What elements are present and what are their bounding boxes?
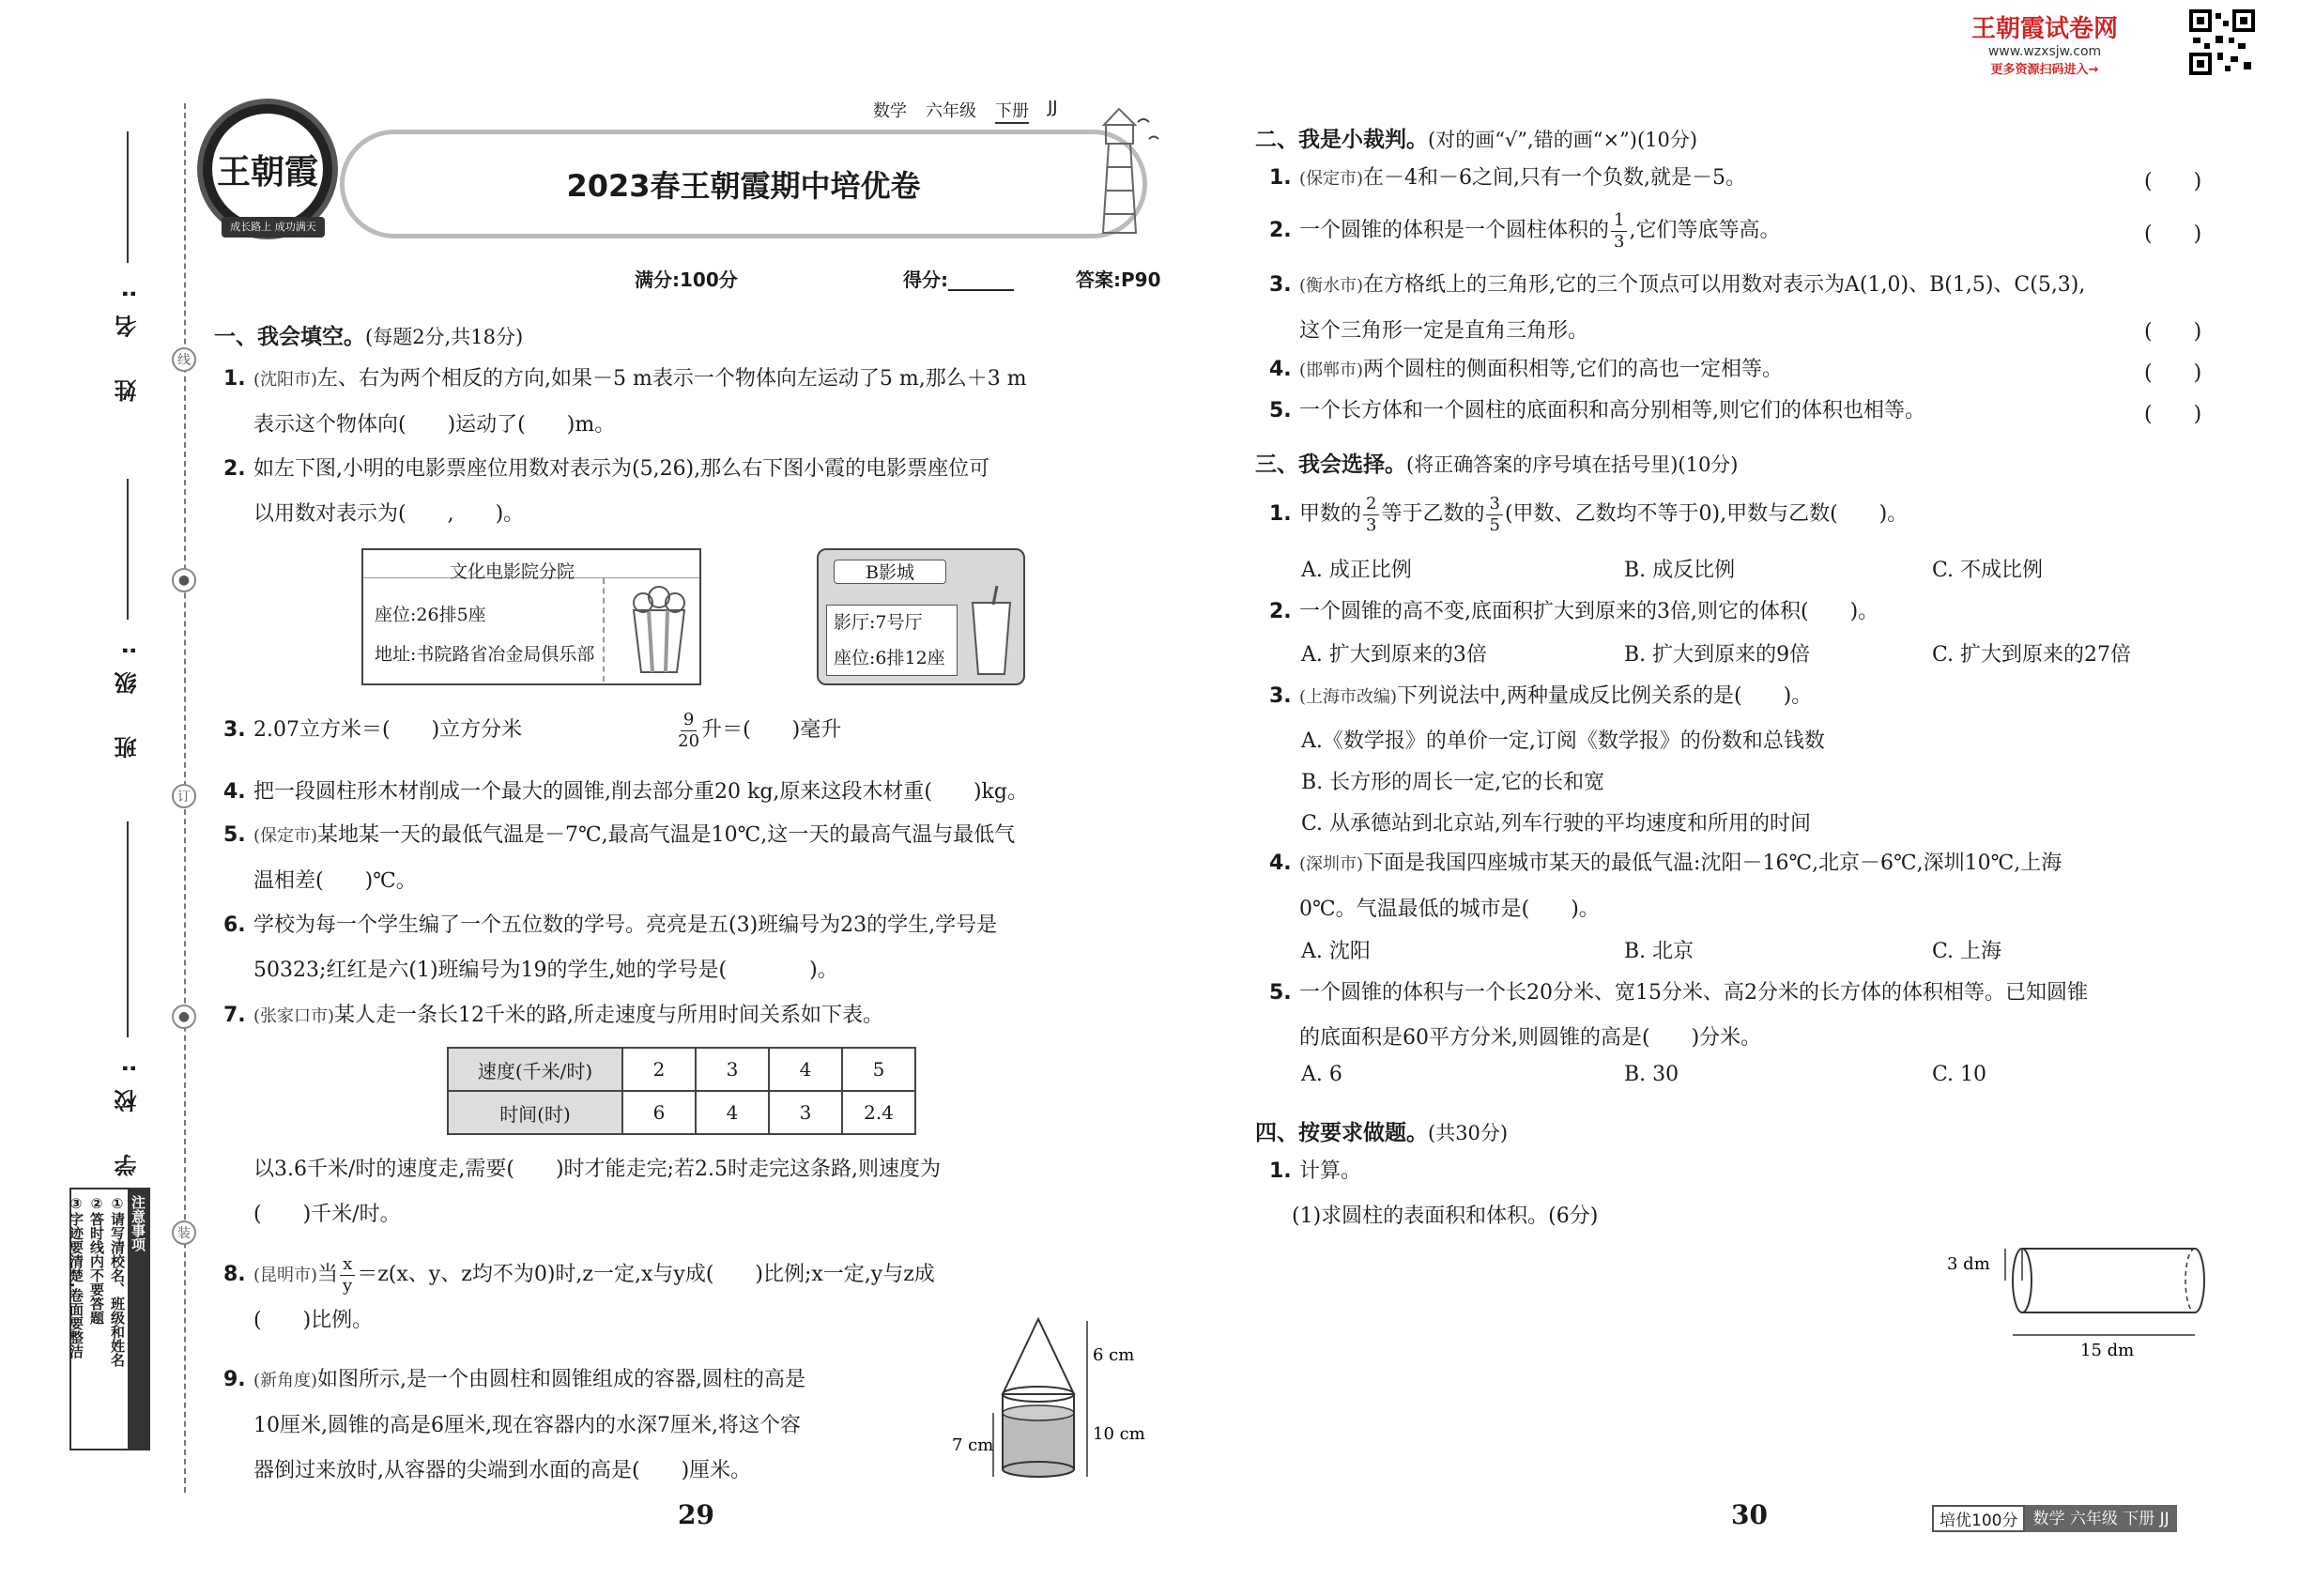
question-1-9 bbox=[223, 1358, 974, 1494]
table-cell: 6 bbox=[622, 1091, 696, 1134]
question-1-7-cont bbox=[223, 1147, 1181, 1237]
option-a[interactable]: A. 6 bbox=[1301, 1063, 1342, 1086]
denominator: 20 bbox=[678, 730, 700, 751]
question-source: (衡水市) bbox=[1299, 276, 1364, 296]
question-text: 当 bbox=[317, 1263, 339, 1286]
question-source: (张家口市) bbox=[253, 1006, 335, 1026]
ticket-cinema: 文化电影院分院 bbox=[450, 561, 575, 582]
section-heading: 三、我会选择。 bbox=[1255, 453, 1406, 477]
question-text: 0℃。气温最低的城市是( )。 bbox=[1299, 898, 1600, 921]
numerator: 2 bbox=[1363, 494, 1379, 515]
table-cell: 4 bbox=[769, 1048, 842, 1091]
option-a[interactable]: A. 扩大到原来的3倍 bbox=[1301, 643, 1487, 667]
ticket-hall: 影厅:7号厅 bbox=[834, 612, 923, 633]
option-a[interactable]: A. 成正比例 bbox=[1301, 559, 1412, 582]
question-number: 1. bbox=[223, 367, 246, 391]
question-3-2 bbox=[1269, 590, 2170, 635]
fraction bbox=[1611, 210, 1627, 253]
question-number: 2. bbox=[1269, 600, 1292, 623]
question-number: 3. bbox=[1269, 684, 1292, 708]
question-source: (邯郸市) bbox=[1299, 361, 1364, 380]
brand-header bbox=[1971, 9, 2118, 77]
option-b[interactable]: B. 北京 bbox=[1624, 940, 1694, 963]
fig-label-diameter: 3 dm bbox=[1947, 1254, 1990, 1274]
sub-question: (1)求圆柱的表面积和体积。(6分) bbox=[1292, 1205, 1599, 1228]
page-number-right: 30 bbox=[1731, 1499, 1768, 1530]
section4-title bbox=[1255, 1115, 1508, 1146]
question-text: 升＝( )毫升 bbox=[701, 718, 842, 742]
cylinder-figure bbox=[1940, 1237, 2212, 1359]
brand-name: 王朝霞试卷网 bbox=[1971, 15, 2119, 43]
question-2-1 bbox=[1269, 156, 2170, 202]
question-number: 7. bbox=[223, 1004, 246, 1027]
page-title: 2023春王朝霞期中培优卷 bbox=[566, 168, 921, 204]
section2-title bbox=[1255, 122, 1697, 153]
question-text: 一个圆锥的体积与一个长20分米、宽15分米、高2分米的长方体的体积相等。已知圆锥 bbox=[1299, 981, 2088, 1005]
notes-box bbox=[69, 1188, 150, 1450]
numerator: 1 bbox=[1611, 210, 1627, 232]
lighthouse-icon bbox=[1080, 101, 1164, 242]
question-text: 左、右为两个相反的方向,如果－5 m表示一个物体向左运动了5 m,那么＋3 m bbox=[317, 367, 1027, 391]
question-1-6 bbox=[223, 903, 1181, 993]
question-1-7 bbox=[223, 993, 1181, 1039]
movie-ticket-2 bbox=[817, 548, 1025, 685]
numerator: 9 bbox=[681, 710, 697, 731]
question-text: 50323;红红是六(1)班编号为19的学生,她的学号是( )。 bbox=[253, 959, 838, 982]
question-3-1 bbox=[1269, 492, 2170, 537]
grade-tags bbox=[873, 98, 1058, 124]
logo-text: 王朝霞 bbox=[216, 151, 318, 192]
binding-mark-zhuang: 装 bbox=[172, 1220, 196, 1245]
brand-url: www.wzxsjw.com bbox=[1987, 44, 2102, 59]
question-source: (上海市改编) bbox=[1299, 687, 1398, 707]
question-text: 某地某一天的最低气温是－7℃,最高气温是10℃,这一天的最高气温与最低气 bbox=[317, 823, 1016, 847]
question-text: 在方格纸上的三角形,它的三个顶点可以用数对表示为A(1,0)、B(1,5)、C(5,3), bbox=[1363, 273, 2086, 297]
question-1-3 bbox=[223, 708, 1181, 753]
subject: 数学 bbox=[873, 101, 907, 121]
section-heading: 二、我是小裁判。 bbox=[1255, 128, 1428, 152]
section3-title bbox=[1255, 447, 1739, 478]
question-3-5 bbox=[1269, 971, 2170, 1061]
question-1-5 bbox=[223, 813, 1181, 904]
binding-hole-icon: ● bbox=[172, 568, 196, 592]
section-heading: 一、我会填空。 bbox=[214, 325, 365, 349]
ticket-cinema: B影城 bbox=[834, 560, 946, 584]
grade: 六年级 bbox=[926, 101, 976, 121]
option-c[interactable]: C. 扩大到原来的27倍 bbox=[1932, 643, 2132, 667]
brand-more: 更多资源扫码进入→ bbox=[1990, 63, 2099, 77]
table-cell: 2.4 bbox=[842, 1091, 915, 1134]
option-b[interactable]: B. 长方形的周长一定,它的长和宽 bbox=[1301, 771, 1605, 794]
question-text: ,它们等底等高。 bbox=[1629, 219, 1781, 242]
footer-info: 数学 六年级 下册 JJ bbox=[2025, 1505, 2176, 1532]
question-text: ( )比例。 bbox=[253, 1309, 374, 1332]
footer-tag bbox=[1932, 1505, 2177, 1532]
section-hint: (将正确答案的序号填在括号里)(10分) bbox=[1406, 453, 1739, 476]
question-source: (沈阳市) bbox=[253, 370, 318, 390]
question-number: 5. bbox=[1269, 981, 1292, 1005]
question-text: (甲数、乙数均不等于0),甲数与乙数( )。 bbox=[1504, 502, 1909, 526]
name-field[interactable] bbox=[111, 131, 144, 402]
table-cell: 5 bbox=[842, 1048, 915, 1091]
answer-blank[interactable]: ( ) bbox=[2144, 361, 2202, 385]
question-number: 4. bbox=[223, 780, 246, 804]
question-text: 的底面积是60平方分米,则圆锥的高是( )分米。 bbox=[1299, 1026, 1762, 1050]
title-banner bbox=[340, 130, 1147, 238]
question-text: 计算。 bbox=[1299, 1159, 1362, 1183]
page-number-left: 29 bbox=[678, 1499, 714, 1530]
option-b[interactable]: B. 扩大到原来的9倍 bbox=[1624, 643, 1811, 667]
table-header-cell: 时间(时) bbox=[448, 1091, 622, 1134]
question-text: 学校为每一个学生编了一个五位数的学号。亮亮是五(3)班编号为23的学生,学号是 bbox=[253, 913, 998, 937]
question-1-4 bbox=[223, 770, 1181, 815]
numerator: 3 bbox=[1486, 494, 1502, 515]
ticket-address: 地址:书院路省冶金局俱乐部 bbox=[375, 644, 595, 665]
note-item: ②答时线内不要答题 bbox=[88, 1195, 105, 1325]
table-cell: 3 bbox=[696, 1048, 769, 1091]
school-label: 学 校: bbox=[115, 1047, 141, 1176]
question-text: 表示这个物体向( )运动了( )m。 bbox=[253, 413, 616, 437]
note-item: ③字迹要清楚,卷面要整洁 bbox=[68, 1195, 84, 1358]
numerator: x bbox=[340, 1254, 355, 1276]
option-a[interactable]: A.《数学报》的单价一定,订阅《数学报》的份数和总钱数 bbox=[1301, 729, 1825, 753]
question-2-4 bbox=[1269, 347, 2170, 393]
note-item: ①请写清校名、班级和姓名 bbox=[109, 1195, 126, 1367]
question-number: 5. bbox=[223, 823, 246, 847]
question-number: 3. bbox=[223, 718, 246, 742]
fraction bbox=[678, 710, 699, 752]
table-cell: 3 bbox=[769, 1091, 842, 1134]
option-b[interactable]: B. 成反比例 bbox=[1624, 559, 1736, 582]
question-text: 在－4和－6之间,只有一个负数,就是－5。 bbox=[1363, 166, 1747, 190]
question-text: ＝z(x、y、z均不为0)时,z一定,x与y成( )比例;x一定,y与z成 bbox=[357, 1263, 935, 1286]
question-text: 器倒过来放时,从容器的尖端到水面的高是( )厘米。 bbox=[253, 1459, 752, 1482]
question-2-3 bbox=[1269, 263, 2170, 354]
fraction bbox=[1363, 494, 1379, 536]
question-4-1 bbox=[1269, 1149, 2170, 1239]
question-text: 以3.6千米/时的速度走,需要( )时才能走完;若2.5时走完这条路,则速度为 bbox=[253, 1158, 941, 1181]
fig-label-cone: 6 cm bbox=[1093, 1345, 1135, 1365]
answer-blank[interactable]: ( ) bbox=[2144, 403, 2202, 426]
class-field[interactable] bbox=[111, 479, 144, 759]
question-number: 2. bbox=[223, 457, 246, 481]
option-c[interactable]: C. 上海 bbox=[1932, 940, 2002, 963]
binding-mark-ding: 订 bbox=[172, 784, 196, 808]
question-text: 某人走一条长12千米的路,所走速度与所用时间关系如下表。 bbox=[334, 1004, 884, 1027]
ticket-seat: 座位:26排5座 bbox=[375, 605, 486, 625]
question-number: 1. bbox=[1269, 166, 1292, 190]
table-cell: 4 bbox=[696, 1091, 769, 1134]
option-a[interactable]: A. 沈阳 bbox=[1301, 940, 1371, 963]
question-source: (保定市) bbox=[1299, 169, 1364, 189]
question-2-2 bbox=[1269, 208, 2170, 253]
answer-blank[interactable]: ( ) bbox=[2144, 170, 2202, 193]
notes-title: 注意事项 bbox=[128, 1189, 148, 1449]
question-number: 1. bbox=[1269, 1159, 1292, 1183]
question-text: 如图所示,是一个由圆柱和圆锥组成的容器,圆柱的高是 bbox=[317, 1368, 806, 1391]
table-row bbox=[448, 1091, 915, 1134]
denominator: 3 bbox=[1366, 514, 1377, 535]
question-1-2 bbox=[223, 447, 1181, 537]
volume: 下册 bbox=[995, 98, 1029, 124]
option-c[interactable]: C. 不成比例 bbox=[1932, 559, 2044, 582]
question-3-4 bbox=[1269, 841, 2170, 932]
score-field[interactable]: 得分:_______ bbox=[903, 269, 1014, 291]
answer-blank[interactable]: ( ) bbox=[2144, 320, 2202, 344]
question-number: 4. bbox=[1269, 852, 1292, 875]
fig-label-water: 7 cm bbox=[952, 1435, 994, 1455]
school-field[interactable] bbox=[111, 821, 144, 1176]
denominator: 3 bbox=[1614, 231, 1625, 252]
edition: JJ bbox=[1048, 98, 1058, 117]
question-text: 温相差( )℃。 bbox=[253, 869, 417, 893]
movie-ticket-1 bbox=[361, 548, 701, 685]
question-1-1 bbox=[223, 357, 1181, 448]
qr-code-icon bbox=[2189, 9, 2255, 75]
section-hint: (共30分) bbox=[1428, 1122, 1509, 1144]
question-text: 下列说法中,两种量成反比例关系的是( )。 bbox=[1397, 684, 1813, 708]
question-number: 5. bbox=[1269, 399, 1292, 422]
section-heading: 四、按要求做题。 bbox=[1255, 1121, 1428, 1145]
question-text: 一个长方体和一个圆柱的底面积和高分别相等,则它们的体积也相等。 bbox=[1299, 399, 1925, 422]
question-number: 1. bbox=[1269, 502, 1292, 526]
binding-hole-icon: ● bbox=[172, 1005, 196, 1029]
fig-label-cylinder: 10 cm bbox=[1093, 1424, 1145, 1444]
question-text: 一个圆锥的高不变,底面积扩大到原来的3倍,则它的体积( )。 bbox=[1299, 600, 1879, 623]
speed-time-table bbox=[447, 1047, 916, 1135]
fraction bbox=[340, 1254, 355, 1297]
question-text: ( )千米/时。 bbox=[253, 1203, 401, 1226]
question-text: 两个圆柱的侧面积相等,它们的高也一定相等。 bbox=[1363, 358, 1784, 381]
logo bbox=[197, 99, 338, 239]
table-cell: 2 bbox=[622, 1048, 696, 1091]
question-text: 把一段圆柱形木材削成一个最大的圆锥,削去部分重20 kg,原来这段木材重( )kg。 bbox=[253, 780, 1028, 804]
question-text: 这个三角形一定是直角三角形。 bbox=[1299, 319, 1589, 343]
name-label: 姓 名: bbox=[115, 272, 141, 402]
ticket-seat: 座位:6排12座 bbox=[834, 648, 945, 668]
binding-mark-line: 线 bbox=[172, 347, 196, 372]
popcorn-icon bbox=[626, 582, 692, 676]
question-source: (保定市) bbox=[253, 826, 318, 846]
question-number: 4. bbox=[1269, 358, 1292, 381]
option-c[interactable]: C. 从承德站到北京站,列车行驶的平均速度和所用的时间 bbox=[1301, 812, 1812, 836]
option-b[interactable]: B. 30 bbox=[1624, 1063, 1679, 1086]
question-3-3 bbox=[1269, 674, 2170, 720]
option-c[interactable]: C. 10 bbox=[1932, 1063, 1987, 1086]
question-text: 2.07立方米＝( )立方分米 bbox=[253, 718, 523, 742]
section1-title bbox=[214, 319, 523, 350]
question-number: 9. bbox=[223, 1368, 246, 1391]
question-source: (昆明市) bbox=[253, 1266, 318, 1285]
question-text: 一个圆锥的体积是一个圆柱体积的 bbox=[1299, 219, 1610, 242]
question-text: 甲数的 bbox=[1299, 502, 1362, 526]
question-text: 如左下图,小明的电影票座位用数对表示为(5,26),那么右下图小霞的电影票座位可 bbox=[253, 457, 990, 481]
fraction bbox=[1486, 494, 1502, 536]
answer-blank[interactable]: ( ) bbox=[2144, 223, 2202, 246]
logo-ribbon: 成长路上 成功满天 bbox=[222, 217, 325, 238]
question-text: 下面是我国四座城市某天的最低气温:沈阳－16℃,北京－6℃,深圳10℃,上海 bbox=[1363, 852, 2062, 875]
answer-ref: 答案:P90 bbox=[1076, 269, 1161, 291]
question-text: 以用数对表示为( , )。 bbox=[253, 502, 525, 526]
table-row bbox=[448, 1048, 915, 1091]
question-number: 3. bbox=[1269, 273, 1292, 297]
drink-cup-icon bbox=[965, 584, 1018, 678]
container-figure bbox=[952, 1319, 1183, 1483]
question-text: 等于乙数的 bbox=[1381, 502, 1485, 526]
question-number: 6. bbox=[223, 913, 246, 937]
question-number: 2. bbox=[1269, 219, 1292, 242]
full-score: 满分:100分 bbox=[635, 269, 738, 291]
question-source: (新角度) bbox=[253, 1371, 318, 1390]
question-number: 8. bbox=[223, 1263, 246, 1286]
question-text: 10厘米,圆锥的高是6厘米,现在容器内的水深7厘米,将这个容 bbox=[253, 1414, 801, 1437]
footer-series: 培优100分 bbox=[1932, 1505, 2025, 1532]
table-header-cell: 速度(千米/时) bbox=[448, 1048, 622, 1091]
question-source: (深圳市) bbox=[1299, 854, 1364, 874]
question-2-5 bbox=[1269, 389, 2170, 434]
section-hint: (对的画“√”,错的画“×”)(10分) bbox=[1428, 129, 1698, 151]
denominator: y bbox=[343, 1275, 353, 1296]
section-hint: (每题2分,共18分) bbox=[365, 326, 524, 348]
class-label: 班 级: bbox=[115, 629, 141, 759]
denominator: 5 bbox=[1489, 514, 1500, 535]
fig-label-length: 15 dm bbox=[2080, 1341, 2135, 1360]
